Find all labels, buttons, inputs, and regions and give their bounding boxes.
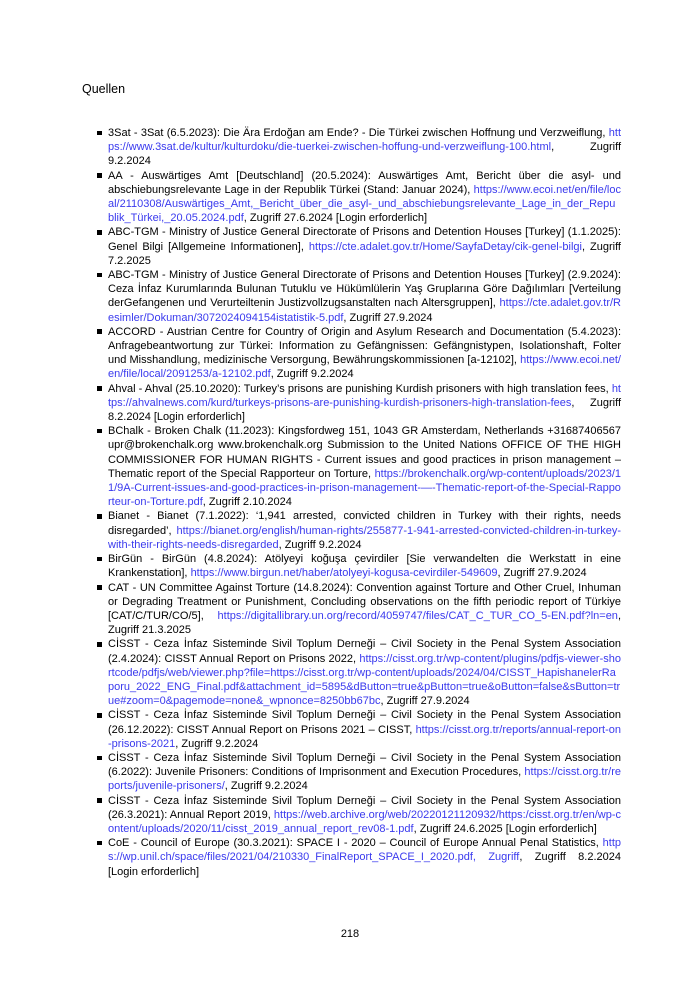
- reference-text: , Zugriff 24.6.2025 [Login erforderlich]: [413, 822, 597, 835]
- reference-text: 3Sat - 3Sat (6.5.2023): Die Ära Erdoğan am Ende? - Die Türkei zwischen Hoffnung und Verzweiflung,: [108, 127, 609, 139]
- reference-link[interactable]: https://brokenchalk.org/wp-content/uploads/2023/11/9A-Current-issues-and-good-practices-in-prison-management-—-Thematic-report-of-the-Special-Rapporteur-on-Torture.pdf: [108, 467, 621, 509]
- reference-link[interactable]: https://digitallibrary.un.org/record/4059747/files/CAT_C_TUR_CO_5-EN.pdf?ln=en: [217, 609, 618, 622]
- bullet-square-icon: [97, 713, 102, 718]
- reference-text: Ahval - Ahval (25.10.2020): Turkey’s prisons are punishing Kurdish prisoners with high translation fees,: [108, 382, 612, 395]
- page-title: Quellen: [82, 82, 126, 96]
- bullet-square-icon: [97, 557, 102, 562]
- reference-item: [97, 794, 621, 837]
- reference-text: ABC-TGM - Ministry of Justice General Directorate of Prisons and Detention Houses [Turkey] (2.9.2024): Ceza İnfaz Kurumlarında Bulunan Tutuklu ve Hükümlülerin Yaş Gruplarına Göre Dağılımları [Verteilung derGefangenen und Verurteiltenin Justizvollzugsanstalten nach Altersgruppen],: [108, 269, 621, 310]
- reference-text: , Zugriff 27.9.2024: [497, 567, 587, 580]
- bullet-square-icon: [97, 756, 102, 761]
- reference-text: CİSST - Ceza İnfaz Sisteminde Sivil Toplum Derneği – Civil Society in the Penal System Association (26.12.2022): CISST Annual Report on Prisons 2021 – CISST,: [108, 709, 621, 736]
- reference-item: [97, 424, 621, 509]
- reference-text: , Zugriff 9.2.2024: [270, 368, 354, 381]
- reference-text: CİSST - Ceza İnfaz Sisteminde Sivil Toplum Derneği – Civil Society in the Penal System Association (6.2022): Juvenile Prisoners: Conditions of Imprisonment and Execution Procedures,: [108, 751, 621, 779]
- reference-link[interactable]: https://cte.adalet.gov.tr/Resimler/Dokuman/3072024094154istatistik-5.pdf: [108, 297, 621, 324]
- reference-text: BChalk - Broken Chalk (11.2023): Kingsfordweg 151, 1043 GR Amsterdam, Netherlands +31687406567 upr@brokenchalk.org www.brokenchalk.org Submission to the United Nations OFFICE OF THE HIGH COMMISSIONER FOR HUMAN RIGHTS - Current issues and good practices in prison management – Thematic report of the Special Rapporteur on Torture,: [108, 425, 621, 480]
- reference-text: , Zugriff 9.2.2024: [108, 141, 621, 168]
- reference-link[interactable]: https://web.archive.org/web/20220121120932/https:/cisst.org.tr/en/wp-content/uploads/2020/11/cisst_2019_annual_report_rev08-1.pdf: [108, 808, 621, 835]
- bullet-square-icon: [97, 514, 102, 519]
- reference-text: , Zugriff 8.2.2024 [Login erforderlich]: [108, 396, 621, 424]
- bullet-square-icon: [97, 173, 102, 178]
- reference-item: [97, 325, 621, 382]
- reference-item: [97, 836, 621, 879]
- bullet-square-icon: [97, 585, 102, 590]
- reference-text: , Zugriff 27.6.2024 [Login erforderlich]: [243, 212, 428, 225]
- reference-link[interactable]: https://www.3sat.de/kultur/kulturdoku/die-tuerkei-zwischen-hoffung-und-verzweiflung-100.html: [108, 127, 621, 154]
- reference-link[interactable]: https://wp.unil.ch/space/files/2021/04/210330_FinalReport_SPACE_I_2020.pdf, Zugriff: [108, 837, 621, 864]
- reference-item: [97, 552, 621, 580]
- bullet-square-icon: [97, 131, 102, 136]
- reference-text: , Zugriff 21.3.2025: [108, 609, 621, 637]
- reference-item: [97, 126, 621, 169]
- reference-item: [97, 751, 621, 794]
- bullet-square-icon: [97, 230, 102, 235]
- reference-item: [97, 708, 621, 751]
- bullet-square-icon: [97, 642, 102, 647]
- reference-item: [97, 509, 621, 552]
- reference-link[interactable]: https://cte.adalet.gov.tr/Home/SayfaDetay/cik-genel-bilgi: [308, 240, 582, 253]
- reference-text: CAT - UN Committee Against Torture (14.8.2024): Convention against Torture and Other Cruel, Inhuman or Degrading Treatment or Punishment, Concluding observations on the fifth periodic report of Türkiye [CAT/C/TUR/CO/5],: [108, 581, 621, 622]
- reference-text: , Zugriff 2.10.2024: [202, 496, 292, 509]
- reference-link[interactable]: https://cisst.org.tr/reports/annual-report-on-prisons-2021: [108, 723, 621, 750]
- reference-item: [97, 225, 621, 268]
- reference-text: , Zugriff 27.9.2024: [380, 695, 470, 708]
- bullet-square-icon: [97, 329, 102, 334]
- reference-text: CoE - Council of Europe (30.3.2021): SPACE I - 2020 – Council of Europe Annual Penal Statistics,: [108, 837, 603, 850]
- bullet-square-icon: [97, 841, 102, 846]
- reference-text: AA - Auswärtiges Amt [Deutschland] (20.5.2024): Auswärtiges Amt, Bericht über die asyl- und abschiebungsrelevante Lage in der Republik Türkei (Stand: Januar 2024),: [108, 169, 621, 196]
- reference-text: CİSST - Ceza İnfaz Sisteminde Sivil Toplum Derneği – Civil Society in the Penal System Association (2.4.2024): CISST Annual Report on Prisons 2022,: [108, 638, 621, 665]
- reference-text: ABC-TGM - Ministry of Justice General Directorate of Prisons and Detention Houses [Turkey] (1.1.2025): Genel Bilgi [Allgemeine Informationen],: [108, 226, 621, 253]
- reference-link[interactable]: https://www.ecoi.net/en/file/local/2110308/Auswärtiges_Amt,_Bericht_über_die_asyl-_und_abschiebungsrelevante_Lage_in_der_Republik_Türkei,_20.05.2024.pdf: [108, 183, 621, 225]
- reference-item: [97, 637, 621, 708]
- reference-text: , Zugriff 9.2.2024: [278, 538, 362, 551]
- reference-link[interactable]: https://www.ecoi.net/en/file/local/2091253/a-12102.pdf: [108, 354, 621, 381]
- reference-text: CİSST - Ceza İnfaz Sisteminde Sivil Toplum Derneği – Civil Society in the Penal System Association (26.3.2021): Annual Report 2019,: [108, 794, 621, 821]
- bullet-square-icon: [97, 273, 102, 278]
- reference-text: , Zugriff 9.2.2024: [175, 737, 259, 750]
- bullet-square-icon: [97, 386, 102, 391]
- reference-text: BirGün - BirGün (4.8.2024): Atölyeyi koğuşa çevirdiler [Sie verwandelten die Werkstatt in eine Krankenstation],: [108, 553, 621, 580]
- reference-text: Bianet - Bianet (7.1.2022): ‘1,941 arrested, convicted children in Turkey with their rights, needs disregarded’,: [108, 510, 621, 537]
- reference-text: , Zugriff 8.2.2024 [Login erforderlich]: [108, 851, 621, 878]
- reference-text: , Zugriff 27.9.2024: [343, 311, 433, 324]
- reference-list: [97, 126, 621, 879]
- reference-link[interactable]: https://cisst.org.tr/reports/juvenile-prisoners/: [108, 766, 621, 793]
- reference-item: [97, 268, 621, 325]
- reference-text: , Zugriff 9.2.2024: [224, 780, 308, 793]
- reference-item: [97, 382, 621, 425]
- reference-link[interactable]: https://ahvalnews.com/kurd/turkeys-prisons-are-punishing-kurdish-prisoners-high-translation-fees: [108, 382, 621, 409]
- reference-item: [97, 169, 621, 226]
- reference-text: ACCORD - Austrian Centre for Country of Origin and Asylum Research and Documentation (5.4.2023): Anfragebeantwortung zur Türkei: Information zu Gefängnissen: Gefängnistypen, Isolationshaft, Folter und Misshandlung, medizinische Versorgung, Bewährungskommissionen [a-12102],: [108, 325, 621, 367]
- reference-text: , Zugriff 7.2.2025: [108, 240, 621, 267]
- bullet-square-icon: [97, 429, 102, 434]
- reference-link[interactable]: https://bianet.org/english/human-rights/255877-1-941-arrested-convicted-children-in-turkey-with-their-rights-needs-disregarded: [108, 524, 621, 551]
- reference-link[interactable]: https://www.birgun.net/haber/atolyeyi-kogusa-cevirdiler-549609: [190, 567, 498, 580]
- bullet-square-icon: [97, 798, 102, 803]
- reference-link[interactable]: https://cisst.org.tr/wp-content/plugins/pdfjs-viewer-shortcode/pdfjs/web/viewer.php?file=https://cisst.org.tr/wp-content/uploads/2024/04/CISST_HapishanelerRaporu_2022_ENG_Final.pdf&attachment_id=5895&dButton=true&pButton=true&oButton=false&sButton=true#zoom=0&pagemode=none&_wpnonce=8250bb67bc: [108, 652, 621, 708]
- reference-item: [97, 581, 621, 638]
- page-number: 218: [340, 928, 360, 940]
